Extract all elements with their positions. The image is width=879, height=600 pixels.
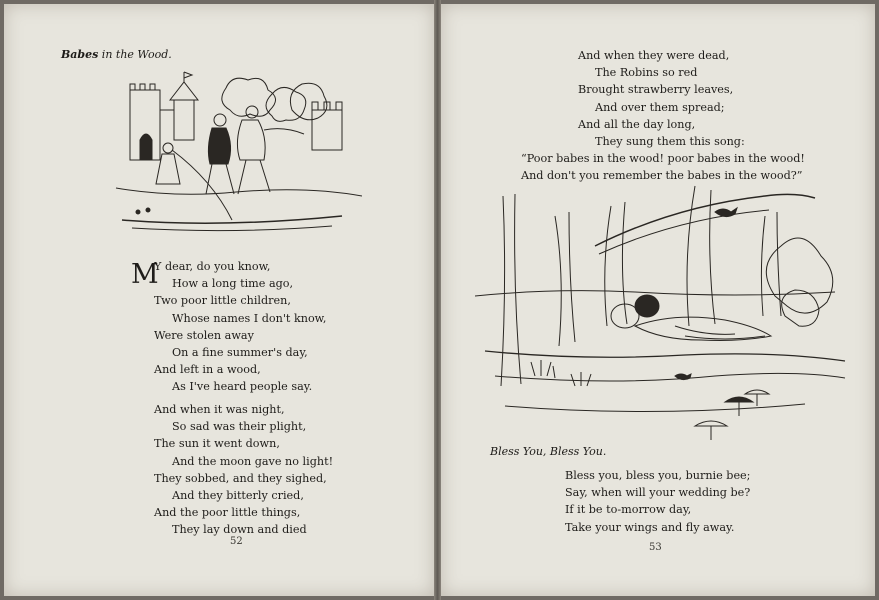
verse-line: They sobbed, and they sighed, [154, 471, 327, 485]
drop-cap-letter: M [131, 259, 159, 290]
verse-line: And over them spread; [595, 100, 725, 114]
verse-line: How a long time ago, [172, 277, 294, 291]
book-gutter [434, 0, 441, 600]
verse-line: And they bitterly cried, [172, 488, 304, 502]
verse-line: Y dear, do you know, [154, 260, 271, 273]
verse-line: As I've heard people say. [172, 380, 313, 394]
verse-line: And left in a wood, [154, 363, 261, 377]
verse-line: The sun it went down, [154, 437, 280, 451]
right-page [441, 4, 875, 596]
verse-line: Bless you, bless you, burnie bee; [565, 469, 751, 482]
verse-line: So sad was their plight, [172, 420, 307, 434]
running-head-first-word: Babes [61, 48, 99, 61]
verse-line: If it be to-morrow day, [565, 503, 692, 517]
verse-line: “Poor babes in the wood! poor babes in the wood! [521, 152, 805, 166]
verse-line: Were stolen away [154, 328, 254, 342]
verse-line: And don't you remember the babes in the wood?” [521, 169, 803, 183]
running-head-rest: in the Wood. [98, 48, 172, 61]
verse-line: And the poor little things, [154, 506, 301, 520]
page-number: 53 [649, 542, 662, 553]
illustration-caption: Bless You, Bless You. [490, 445, 607, 458]
verse-line: They sung them this song: [595, 134, 745, 148]
page-number: 52 [230, 536, 243, 547]
verse-line: Two poor little children, [154, 294, 291, 308]
verse-line: Say, when will your wedding be? [565, 486, 751, 500]
stanza-burnie-bee [565, 467, 750, 536]
verse-line: The Robins so red [595, 66, 698, 80]
stanza-1 [154, 258, 327, 396]
stanza-robins [521, 47, 805, 185]
verse-line: They lay down and died [172, 523, 307, 537]
verse-line: On a fine summer's day, [172, 345, 308, 359]
castle-travelers-illustration [112, 70, 362, 240]
running-head [61, 48, 172, 61]
verse-line: And all the day long, [578, 117, 696, 131]
sleeping-children-illustration [475, 176, 851, 444]
verse-line: Take your wings and fly away. [565, 520, 735, 534]
verse-line: Brought strawberry leaves, [578, 83, 734, 97]
verse-line: And when they were dead, [578, 49, 730, 62]
verse-line: Whose names I don't know, [172, 311, 327, 325]
left-page [4, 4, 434, 596]
stanza-2 [154, 401, 333, 539]
verse-line: And the moon gave no light! [172, 454, 334, 468]
verse-line: And when it was night, [154, 403, 285, 416]
